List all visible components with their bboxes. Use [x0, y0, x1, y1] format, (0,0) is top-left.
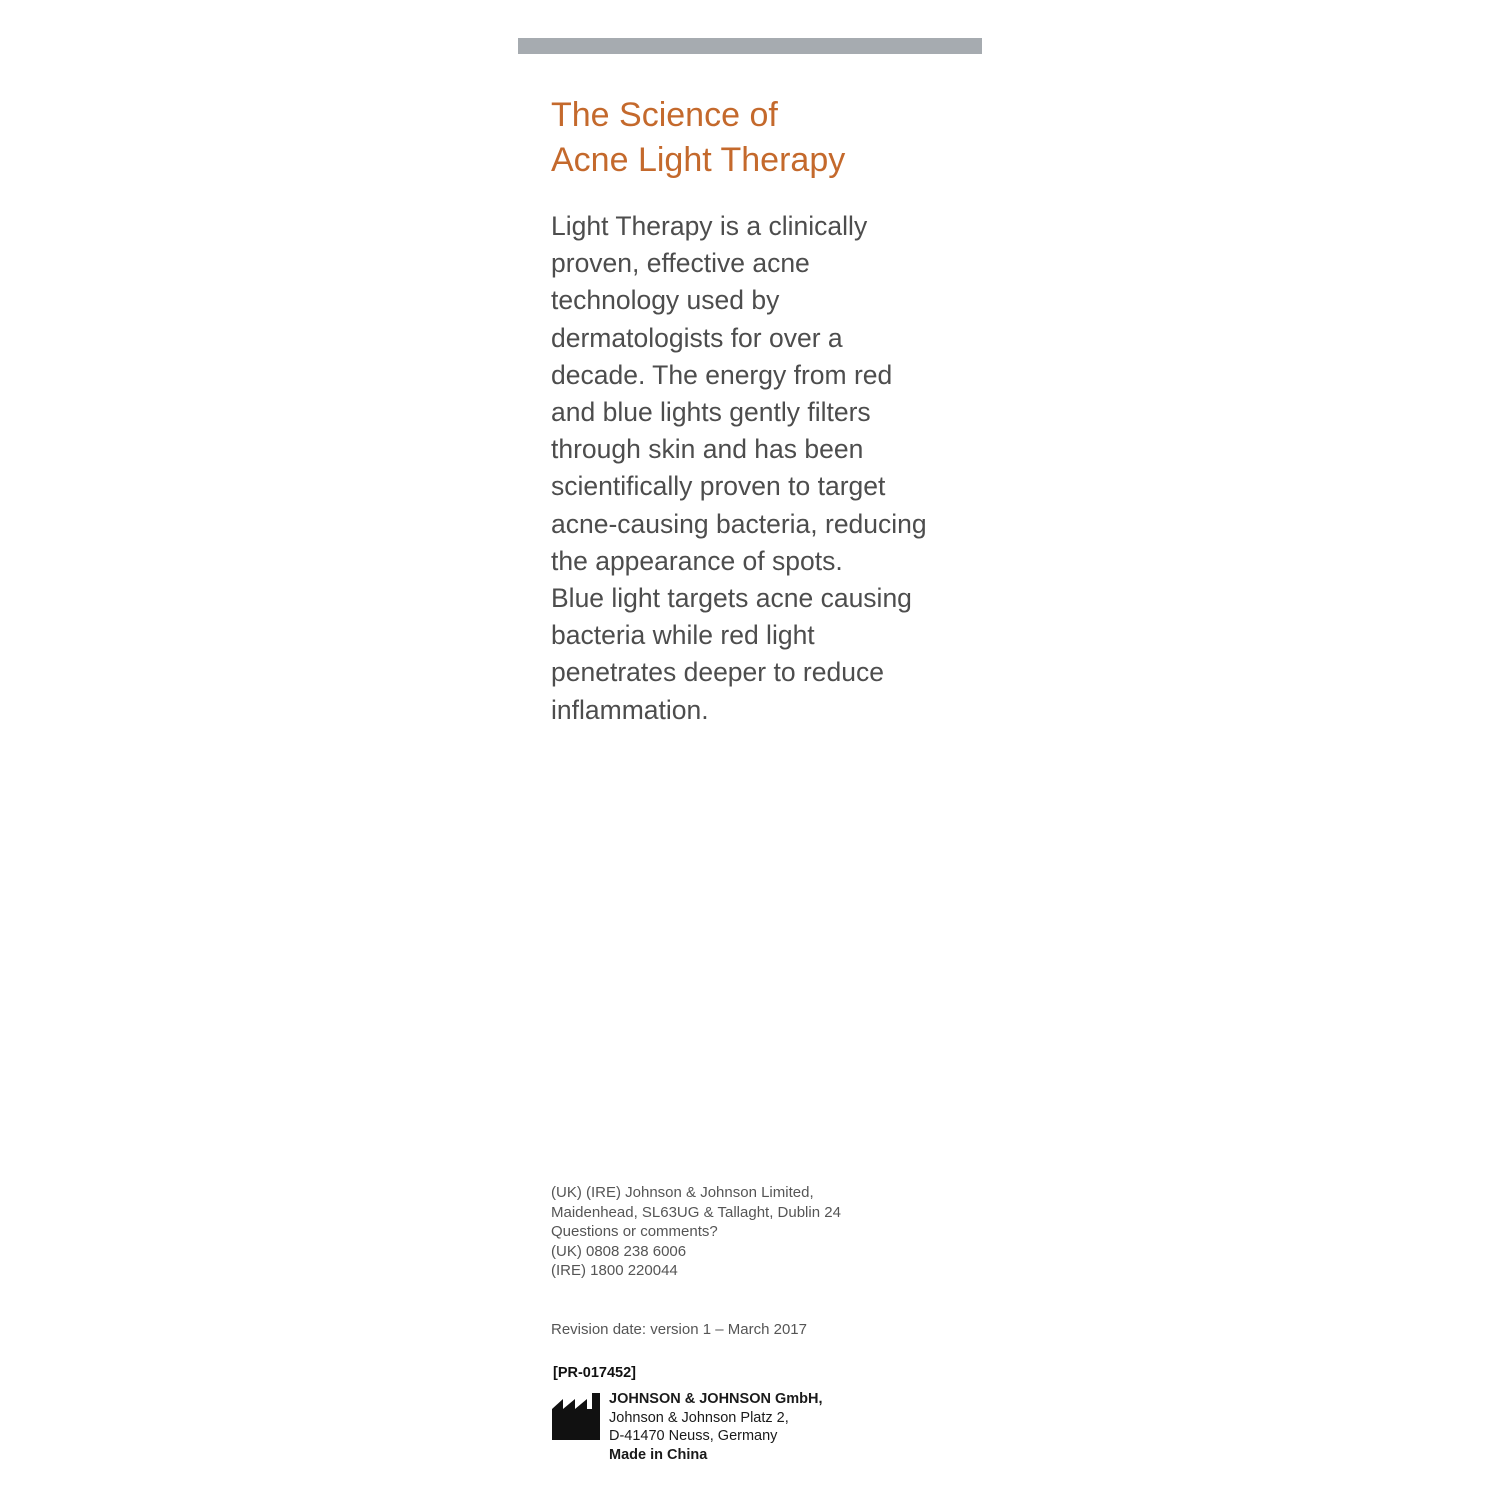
body-line: Light Therapy is a clinically: [551, 211, 868, 241]
body-line: through skin and has been: [551, 434, 864, 465]
address-line: (UK) (IRE) Johnson & Johnson Limited,: [551, 1184, 814, 1201]
manufacturer-details: [609, 1390, 823, 1464]
body-line: penetrates deeper to reduce: [551, 657, 884, 688]
manufacturer-city: D-41470 Neuss, Germany: [609, 1428, 778, 1444]
body-line: bacteria while red light: [551, 620, 815, 651]
address-line: Questions or comments?: [551, 1223, 718, 1240]
body-line: and blue lights gently filters: [551, 397, 871, 428]
body-line: proven, effective acne: [551, 248, 810, 279]
body-line: the appearance of spots.: [551, 545, 843, 576]
revision-date: Revision date: version 1 – March 2017: [551, 1321, 807, 1338]
body-line: scientifically proven to target: [551, 471, 886, 502]
body-line: decade. The energy from red: [551, 359, 893, 390]
factory-icon: [551, 1393, 601, 1441]
address-line: (UK) 0808 238 6006: [551, 1242, 687, 1260]
page-title: [551, 93, 971, 183]
product-reference-code: [PR-017452]: [553, 1365, 637, 1381]
address-line: (IRE) 1800 220044: [551, 1262, 678, 1279]
company-address-block: [551, 1183, 971, 1281]
body-line: technology used by: [551, 285, 780, 316]
title-line-2: Acne Light Therapy: [551, 141, 846, 179]
body-line: dermatologists for over a: [551, 322, 843, 353]
manufacturer-name: JOHNSON & JOHNSON GmbH,: [609, 1391, 823, 1407]
manufacturer-street: Johnson & Johnson Platz 2,: [609, 1409, 789, 1426]
body-line: Blue light targets acne causing: [551, 583, 912, 614]
body-line: acne-causing bacteria, reducing: [551, 508, 927, 539]
body-line: inflammation.: [551, 694, 709, 725]
country-of-origin: Made in China: [609, 1446, 708, 1463]
body-paragraph: [551, 208, 971, 729]
title-line-1: The Science of: [551, 96, 778, 134]
address-line: Maidenhead, SL63UG & Tallaght, Dublin 24: [551, 1203, 841, 1221]
top-divider-bar: [518, 38, 982, 54]
